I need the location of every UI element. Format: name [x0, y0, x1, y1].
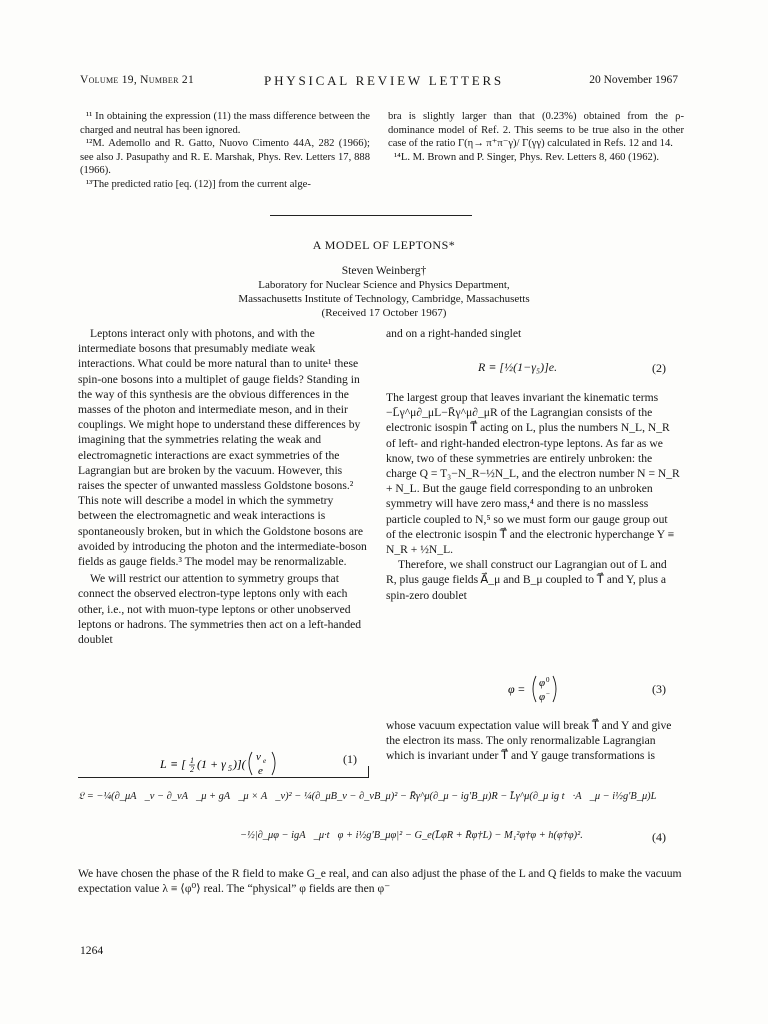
column-end-rule [78, 777, 368, 778]
footnote-13-continued: bra is slightly larger than that (0.23%) obtained from the ρ-dominance model of Ref. 2. This seems to be true also in the other case of the ratio Γ(η→ π⁺π⁻γ)/ Γ(γγ) calculated in Refs. 12 and 14. [388, 111, 684, 150]
running-header-date: 20 November 1967 [589, 74, 678, 86]
equation-3 [508, 672, 588, 711]
affiliation-line-1: Laboratory for Nuclear Science and Physics Department, [258, 279, 510, 291]
svg-text:φ: φ [508, 682, 515, 696]
equation-4-line-2: −½|∂_μφ − igA⃗_μ·t⃗φ + i½g′B_μφ|² − G_e(L̄φR + R̄φ†L) − M₁²φ†φ + h(φ†φ)². [240, 830, 583, 841]
svg-text:φ: φ [539, 691, 546, 703]
equation-4-line-1: 𝔏 = −¼(∂_μA⃗_ν − ∂_νA⃗_μ + gA⃗_μ × A⃗_ν)² − ¼(∂_μB_ν − ∂_νB_μ)² − R̄γ^μ(∂_μ − ig′B_μ)R − L̄γ^μ(∂_μ ig t⃗·A⃗_μ − i½g′B_μ)L [78, 791, 657, 802]
right-column-body [386, 390, 680, 603]
running-header-journal: PHYSICAL REVIEW LETTERS [264, 73, 504, 88]
equation-2 [478, 360, 557, 375]
footnotes-right [388, 110, 684, 164]
footnote-11: ¹¹ In obtaining the expression (11) the mass difference between the charged and neutral has been ignored. [80, 111, 370, 136]
svg-text:=: = [518, 682, 525, 696]
right-column-tail [386, 718, 680, 764]
left-column [78, 326, 370, 647]
svg-text:ν: ν [256, 751, 261, 763]
right-column-intro [386, 326, 680, 341]
svg-text:1: 1 [190, 756, 194, 765]
right-paragraph-2: Therefore, we shall construct our Lagrangian out of L and R, plus gauge fields A⃗_μ and B_μ coupled to T⃗ and Y, plus a spin-zero doublet [386, 558, 667, 602]
svg-text:φ: φ [539, 677, 546, 689]
svg-text:5: 5 [228, 764, 232, 773]
equation-3-number: (3) [652, 682, 666, 696]
footnote-12: ¹²M. Ademollo and R. Gatto, Nuovo Cimento 44A, 282 (1966); see also J. Pasupathy and R. E. Marshak, Phys. Rev. Letters 17, 888 (1966). [80, 138, 370, 177]
section-divider [270, 215, 472, 216]
closing-paragraph [78, 866, 686, 896]
equation-2-number: (2) [652, 361, 666, 375]
footnote-14: ¹⁴L. M. Brown and P. Singer, Phys. Rev. Letters 8, 460 (1962). [394, 151, 659, 163]
equation-4-number: (4) [652, 830, 666, 844]
affiliation-line-2: Massachusetts Institute of Technology, Cambridge, Massachusetts [238, 293, 530, 305]
footnote-13: ¹³The predicted ratio [eq. (12)] from the current alge- [86, 178, 311, 190]
left-paragraph-2: We will restrict our attention to symmetry groups that connect the observed electron-type leptons only with each other, i.e., not with muon-type leptons or other unobserved leptons or hadrons. The symmetries then act on a left-handed doublet [78, 572, 362, 647]
right-paragraph-3: whose vacuum expectation value will break T⃗ and Y and give the electron its mass. The only renormalizable Lagrangian which is invariant under T⃗ and Y gauge transformations is [386, 719, 672, 763]
article-author: Steven Weinberg† [341, 264, 427, 277]
left-paragraph-1: Leptons interact only with photons, and with the intermediate bosons that presumably mediate weak interactions. What could be more natural than to unite¹ these spin-one bosons into a multiplet of gauge fields? Standing in the way of this synthesis are the obvious differences in the masses of the photon and intermediate meson, and in their couplings. We might hope to understand these differences by imagining that the symmetries relating the weak and electromagnetic interactions are exact symmetries of the Lagrangian but are broken by the vacuum. However, this raises the specter of unwanted massless Goldstone bosons.² This note will describe a model in which the symmetry between the electromagnetic and weak interactions is spontaneously broken, but in which the Goldstone bosons are avoided by introducing the photon and the intermediate-boson fields as gauge fields.³ The model may be renormalizable. [78, 327, 367, 569]
column-end-corner [368, 766, 369, 778]
page-number: 1264 [80, 944, 104, 957]
equation-2-body: R ≡ [½(1−γ₅)]e. [478, 360, 558, 374]
svg-text:)](: )]( [233, 757, 246, 771]
svg-text:e: e [258, 765, 263, 777]
closing-text: We have chosen the phase of the R field to make G_e real, and can also adjust the phase of the L and Q fields to make the vacuum expectation value λ ≡ ⟨φ⁰⟩ real. The “physical” φ fields are then φ⁻ [78, 867, 682, 896]
svg-text:0: 0 [546, 676, 550, 684]
right-paragraph-1: The largest group that leaves invariant the kinematic terms −L̄γ^μ∂_μL−R̄γ^μ∂_μR of the Lagrangian consists of the electronic isospin T⃗ acting on L, plus the numbers N_L, N_R of left- and right-handed electron-type leptons. As far as we know, two of these symmetries are entirely unbroken: the charge Q = T₃−N_R−½N_L, and the electron number N = N_R + N_L. But the gauge field corresponding to an unbroken symmetry will have zero mass,⁴ and there is no massless particle coupled to N,⁵ so we must form our gauge group out of the electronic isospin T⃗ and the electronic hyperchange Y ≡ N_R + ½N_L. [386, 391, 680, 557]
footnotes-left [80, 110, 370, 192]
running-header-volume: Volume 19, Number 21 [80, 74, 195, 86]
equation-1-doublet [160, 748, 310, 778]
svg-text:e: e [263, 757, 267, 765]
svg-text:≡ [: ≡ [ [170, 757, 186, 771]
svg-text:(1 + γ: (1 + γ [197, 757, 226, 771]
svg-text:2: 2 [190, 765, 194, 774]
article-title: A MODEL OF LEPTONS* [312, 238, 456, 252]
svg-text:−: − [546, 690, 550, 698]
equation-3-doublet [508, 672, 588, 706]
equation-1-number: (1) [343, 752, 357, 766]
right-intro: and on a right-handed singlet [386, 327, 522, 340]
svg-text:L: L [160, 757, 167, 771]
received-date: (Received 17 October 1967) [321, 307, 447, 319]
